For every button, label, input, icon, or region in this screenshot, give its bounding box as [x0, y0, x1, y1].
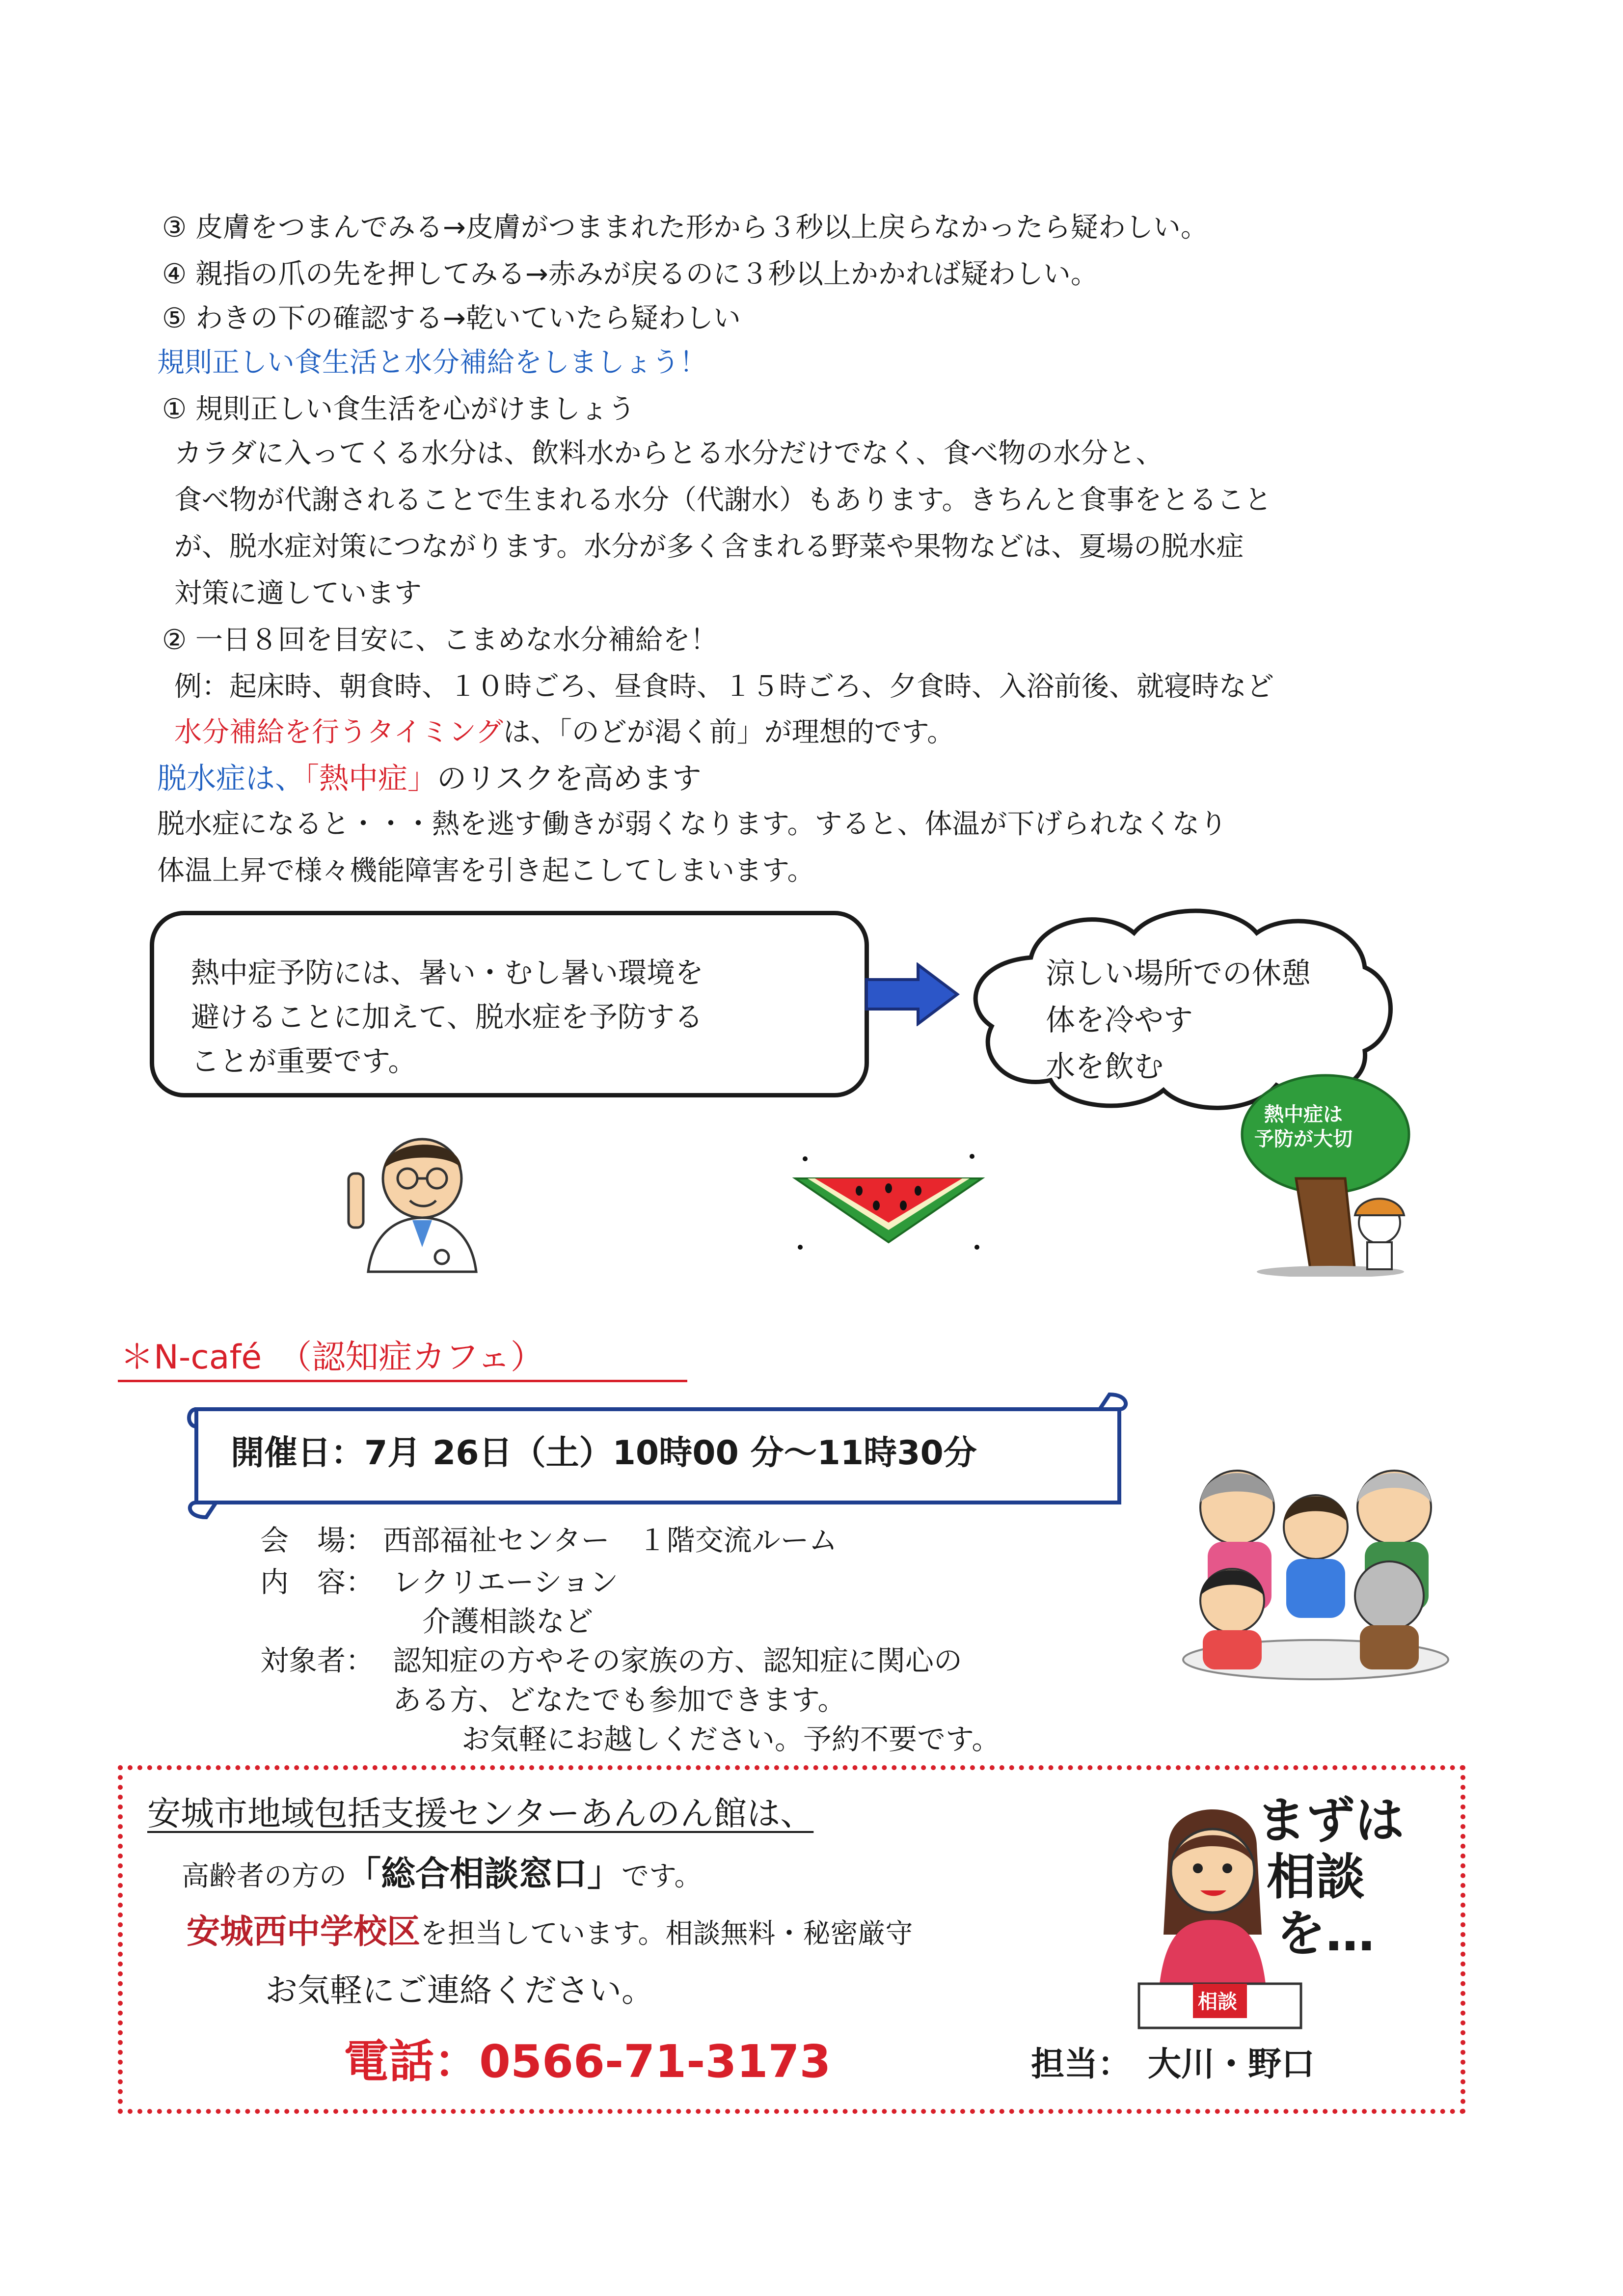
- center-line-2: [182, 1846, 702, 1896]
- ncafe-note: お気軽にお越しください。予約不要です。: [461, 1722, 1001, 1756]
- prevention-line-1: 熱中症予防には、暑い・むし暑い環境を: [191, 956, 704, 989]
- doctor-illustration: [339, 1115, 506, 1277]
- ncafe-title: ＊N-café （認知症カフェ）: [120, 1338, 544, 1377]
- arrow-right-icon: [864, 962, 962, 1026]
- tree-illustration: [1222, 1070, 1443, 1277]
- target-value-2: ある方、どなたでも参加できます。: [393, 1683, 846, 1717]
- target-value-1: 認知症の方やその家族の方、認知症に関心の: [393, 1644, 963, 1677]
- phone-number: 電話：0566-71-3173: [344, 2035, 831, 2088]
- desk-label: 相談: [1198, 1991, 1237, 2013]
- school-district: 安城西中学校区: [187, 1913, 421, 1951]
- risk-heading-red: 「熱中症」: [304, 762, 437, 796]
- line3-post: を担当しています。相談無料・秘密厳守: [420, 1918, 913, 1950]
- ncafe-date: 開催日：7月 26日（土）10時00 分～11時30分: [231, 1434, 977, 1473]
- diet-heading: 規則正しい食生活と水分補給をしましょう！: [157, 347, 707, 379]
- prevention-line-2: 避けることに加えて、脱水症を予防する: [191, 1000, 703, 1034]
- content-label: 内 容：: [260, 1565, 375, 1599]
- target-label: 対象者：: [260, 1644, 375, 1677]
- venue-value: 西部福祉センター １階交流ルーム: [383, 1524, 838, 1557]
- item2-title: ② 一日８回を目安に、こまめな水分補給を！: [162, 624, 718, 656]
- risk-heading-rest: のリスクを高めます: [437, 762, 702, 796]
- prevention-line-3: ことが重要です。: [191, 1044, 417, 1078]
- tree-sign-line-1: 熱中症は: [1264, 1103, 1343, 1126]
- center-line-4: お気軽にご連絡ください。: [265, 1971, 654, 2009]
- center-line-3: [187, 1905, 913, 1953]
- risk-heading: [157, 761, 702, 796]
- venue-label: 会 場：: [260, 1524, 375, 1557]
- item2-example: 例：起床時、朝食時、１０時ごろ、昼食時、１５時ごろ、夕食時、入浴前後、就寝時など: [174, 671, 1274, 703]
- item1-title: ① 規則正しい食生活を心がけましょう: [162, 393, 636, 425]
- risk-line-2: 体温上昇で様々機能障害を引き起こしてしまいます。: [157, 855, 815, 887]
- check-4: ④ 親指の爪の先を押してみる→赤みが戻るのに３秒以上かかれば疑わしい。: [162, 258, 1098, 290]
- cloud-line-3: 水を飲む: [1046, 1050, 1163, 1084]
- consult-caption: [1257, 1792, 1404, 1962]
- check-5: ⑤ わきの下の確認する→乾いていたら疑わしい: [162, 302, 741, 334]
- tree-sign-line-2: 予防が大切: [1254, 1128, 1352, 1150]
- item1-body-1: カラダに入ってくる水分は、飲料水からとる水分だけでなく、食べ物の水分と、: [174, 437, 1163, 469]
- timing-highlight: 水分補給を行うタイミング: [174, 716, 503, 748]
- line2-pre: 高齢者の方の: [182, 1860, 347, 1892]
- content-value-1: レクリエーション: [393, 1565, 619, 1599]
- item1-body-4: 対策に適しています: [174, 577, 422, 609]
- consult-caption-2: 相談: [1267, 1848, 1365, 1906]
- watermelon-illustration: [785, 1149, 992, 1262]
- group-illustration: [1178, 1453, 1453, 1689]
- risk-line-1: 脱水症になると・・・熱を逃す働きが弱くなります。すると、体温が下げられなくなり: [157, 808, 1227, 840]
- item2-timing: [174, 716, 954, 749]
- center-name: 安城市地域包括支援センターあんのん館は、: [147, 1795, 814, 1833]
- timing-rest: は、「のどが渇く前」が理想的です。: [503, 716, 955, 748]
- item1-body-2: 食べ物が代謝されることで生まれる水分（代謝水）もあります。きちんと食事をとること: [174, 484, 1272, 516]
- cloud-line-2: 体を冷やす: [1046, 1003, 1193, 1038]
- cloud-line-1: 涼しい場所での休憩: [1046, 957, 1311, 991]
- content-value-2: 介護相談など: [422, 1605, 594, 1638]
- consult-caption-1: まずは: [1257, 1792, 1404, 1849]
- check-3: ③ 皮膚をつまんでみる→皮膚がつままれた形から３秒以上戻らなかったら疑わしい。: [162, 212, 1208, 244]
- tree-sign: [1254, 1102, 1352, 1151]
- consult-caption-3: を…: [1276, 1905, 1375, 1962]
- line2-post: です。: [622, 1860, 702, 1892]
- risk-heading-blue: 脱水症は、: [157, 762, 304, 796]
- prevention-box: [150, 911, 869, 1097]
- item1-body-3: が、脱水症対策につながります。水分が多く含まれる野菜や果物などは、夏場の脱水症: [174, 531, 1244, 563]
- line2-big: 「総合相談窓口」: [347, 1854, 622, 1894]
- ncafe-underline: [118, 1380, 687, 1382]
- staff-names: 担当： 大川・野口: [1031, 2045, 1315, 2084]
